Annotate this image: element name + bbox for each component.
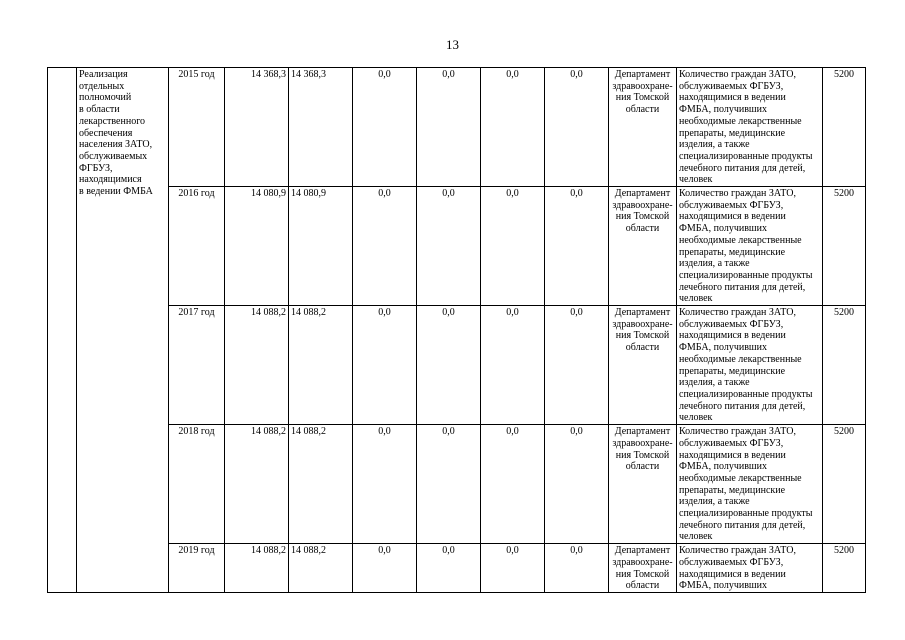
- row-number-cell: [48, 68, 77, 593]
- year-cell: 2016 год: [169, 187, 225, 306]
- other-cell: 0,0: [545, 187, 609, 306]
- table-row: [48, 425, 866, 544]
- program-table: [47, 67, 866, 593]
- activity-name-cell: [77, 68, 169, 593]
- federal-cell: 14 368,3: [289, 68, 353, 187]
- total-cell: 14 088,2: [225, 425, 289, 544]
- local-cell: 0,0: [417, 544, 481, 593]
- value-cell: 5200: [823, 306, 866, 425]
- value-cell: 5200: [823, 425, 866, 544]
- local-cell: 0,0: [417, 425, 481, 544]
- total-cell: 14 088,2: [225, 544, 289, 593]
- other-cell: 0,0: [545, 425, 609, 544]
- regional-cell: 0,0: [353, 68, 417, 187]
- table-row: [48, 187, 866, 306]
- indicator-cell: Количество граждан ЗАТО, обслуживаемых ФГБУЗ, находящимися в ведении ФМБА, получивших: [677, 544, 823, 593]
- table-row: [48, 68, 866, 187]
- regional-cell: 0,0: [353, 544, 417, 593]
- other-cell: 0,0: [545, 306, 609, 425]
- total-cell: 14 080,9: [225, 187, 289, 306]
- indicator-cell: Количество граждан ЗАТО, обслуживаемых ФГБУЗ, находящимися в ведении ФМБА, получивших необходимые лекарственные препараты, медицинские изделия, а также специализированные продукты лечебного питания для детей, человек: [677, 187, 823, 306]
- local-cell: 0,0: [417, 306, 481, 425]
- regional-cell: 0,0: [353, 306, 417, 425]
- federal-cell: 14 088,2: [289, 306, 353, 425]
- indicator-cell: Количество граждан ЗАТО, обслуживаемых ФГБУЗ, находящимися в ведении ФМБА, получивших необходимые лекарственные препараты, медицинские изделия, а также специализированные продукты лечебного питания для детей, человек: [677, 425, 823, 544]
- federal-cell: 14 088,2: [289, 544, 353, 593]
- year-cell: 2015 год: [169, 68, 225, 187]
- indicator-cell: Количество граждан ЗАТО, обслуживаемых ФГБУЗ, находящимися в ведении ФМБА, получивших необходимые лекарственные препараты, медицинские изделия, а также специализированные продукты лечебного питания для детей, человек: [677, 68, 823, 187]
- department-cell: Департамент здравоохране-ния Томской области: [609, 68, 677, 187]
- value-cell: 5200: [823, 544, 866, 593]
- department-cell: Департамент здравоохране-ния Томской области: [609, 544, 677, 593]
- regional-cell: 0,0: [353, 187, 417, 306]
- local-cell: 0,0: [417, 68, 481, 187]
- extrabudget-cell: 0,0: [481, 187, 545, 306]
- federal-cell: 14 088,2: [289, 425, 353, 544]
- federal-cell: 14 080,9: [289, 187, 353, 306]
- extrabudget-cell: 0,0: [481, 306, 545, 425]
- total-cell: 14 368,3: [225, 68, 289, 187]
- value-cell: 5200: [823, 68, 866, 187]
- department-cell: Департамент здравоохране-ния Томской области: [609, 425, 677, 544]
- activity-name: Реализация отдельных полномочий в области лекарственного обеспечения населения ЗАТО, обслуживаемых ФГБУЗ, находящимися в ведении ФМБА: [79, 69, 153, 198]
- department-cell: Департамент здравоохране-ния Томской области: [609, 187, 677, 306]
- extrabudget-cell: 0,0: [481, 68, 545, 187]
- table-row: [48, 544, 866, 593]
- department-cell: Департамент здравоохране-ния Томской области: [609, 306, 677, 425]
- regional-cell: 0,0: [353, 425, 417, 544]
- year-cell: 2018 год: [169, 425, 225, 544]
- other-cell: 0,0: [545, 544, 609, 593]
- value-cell: 5200: [823, 187, 866, 306]
- local-cell: 0,0: [417, 187, 481, 306]
- page-number: 13: [446, 37, 459, 52]
- indicator-cell: Количество граждан ЗАТО, обслуживаемых ФГБУЗ, находящимися в ведении ФМБА, получивших необходимые лекарственные препараты, медицинские изделия, а также специализированные продукты лечебного питания для детей, человек: [677, 306, 823, 425]
- other-cell: 0,0: [545, 68, 609, 187]
- year-cell: 2019 год: [169, 544, 225, 593]
- extrabudget-cell: 0,0: [481, 425, 545, 544]
- total-cell: 14 088,2: [225, 306, 289, 425]
- extrabudget-cell: 0,0: [481, 544, 545, 593]
- year-cell: 2017 год: [169, 306, 225, 425]
- table-row: [48, 306, 866, 425]
